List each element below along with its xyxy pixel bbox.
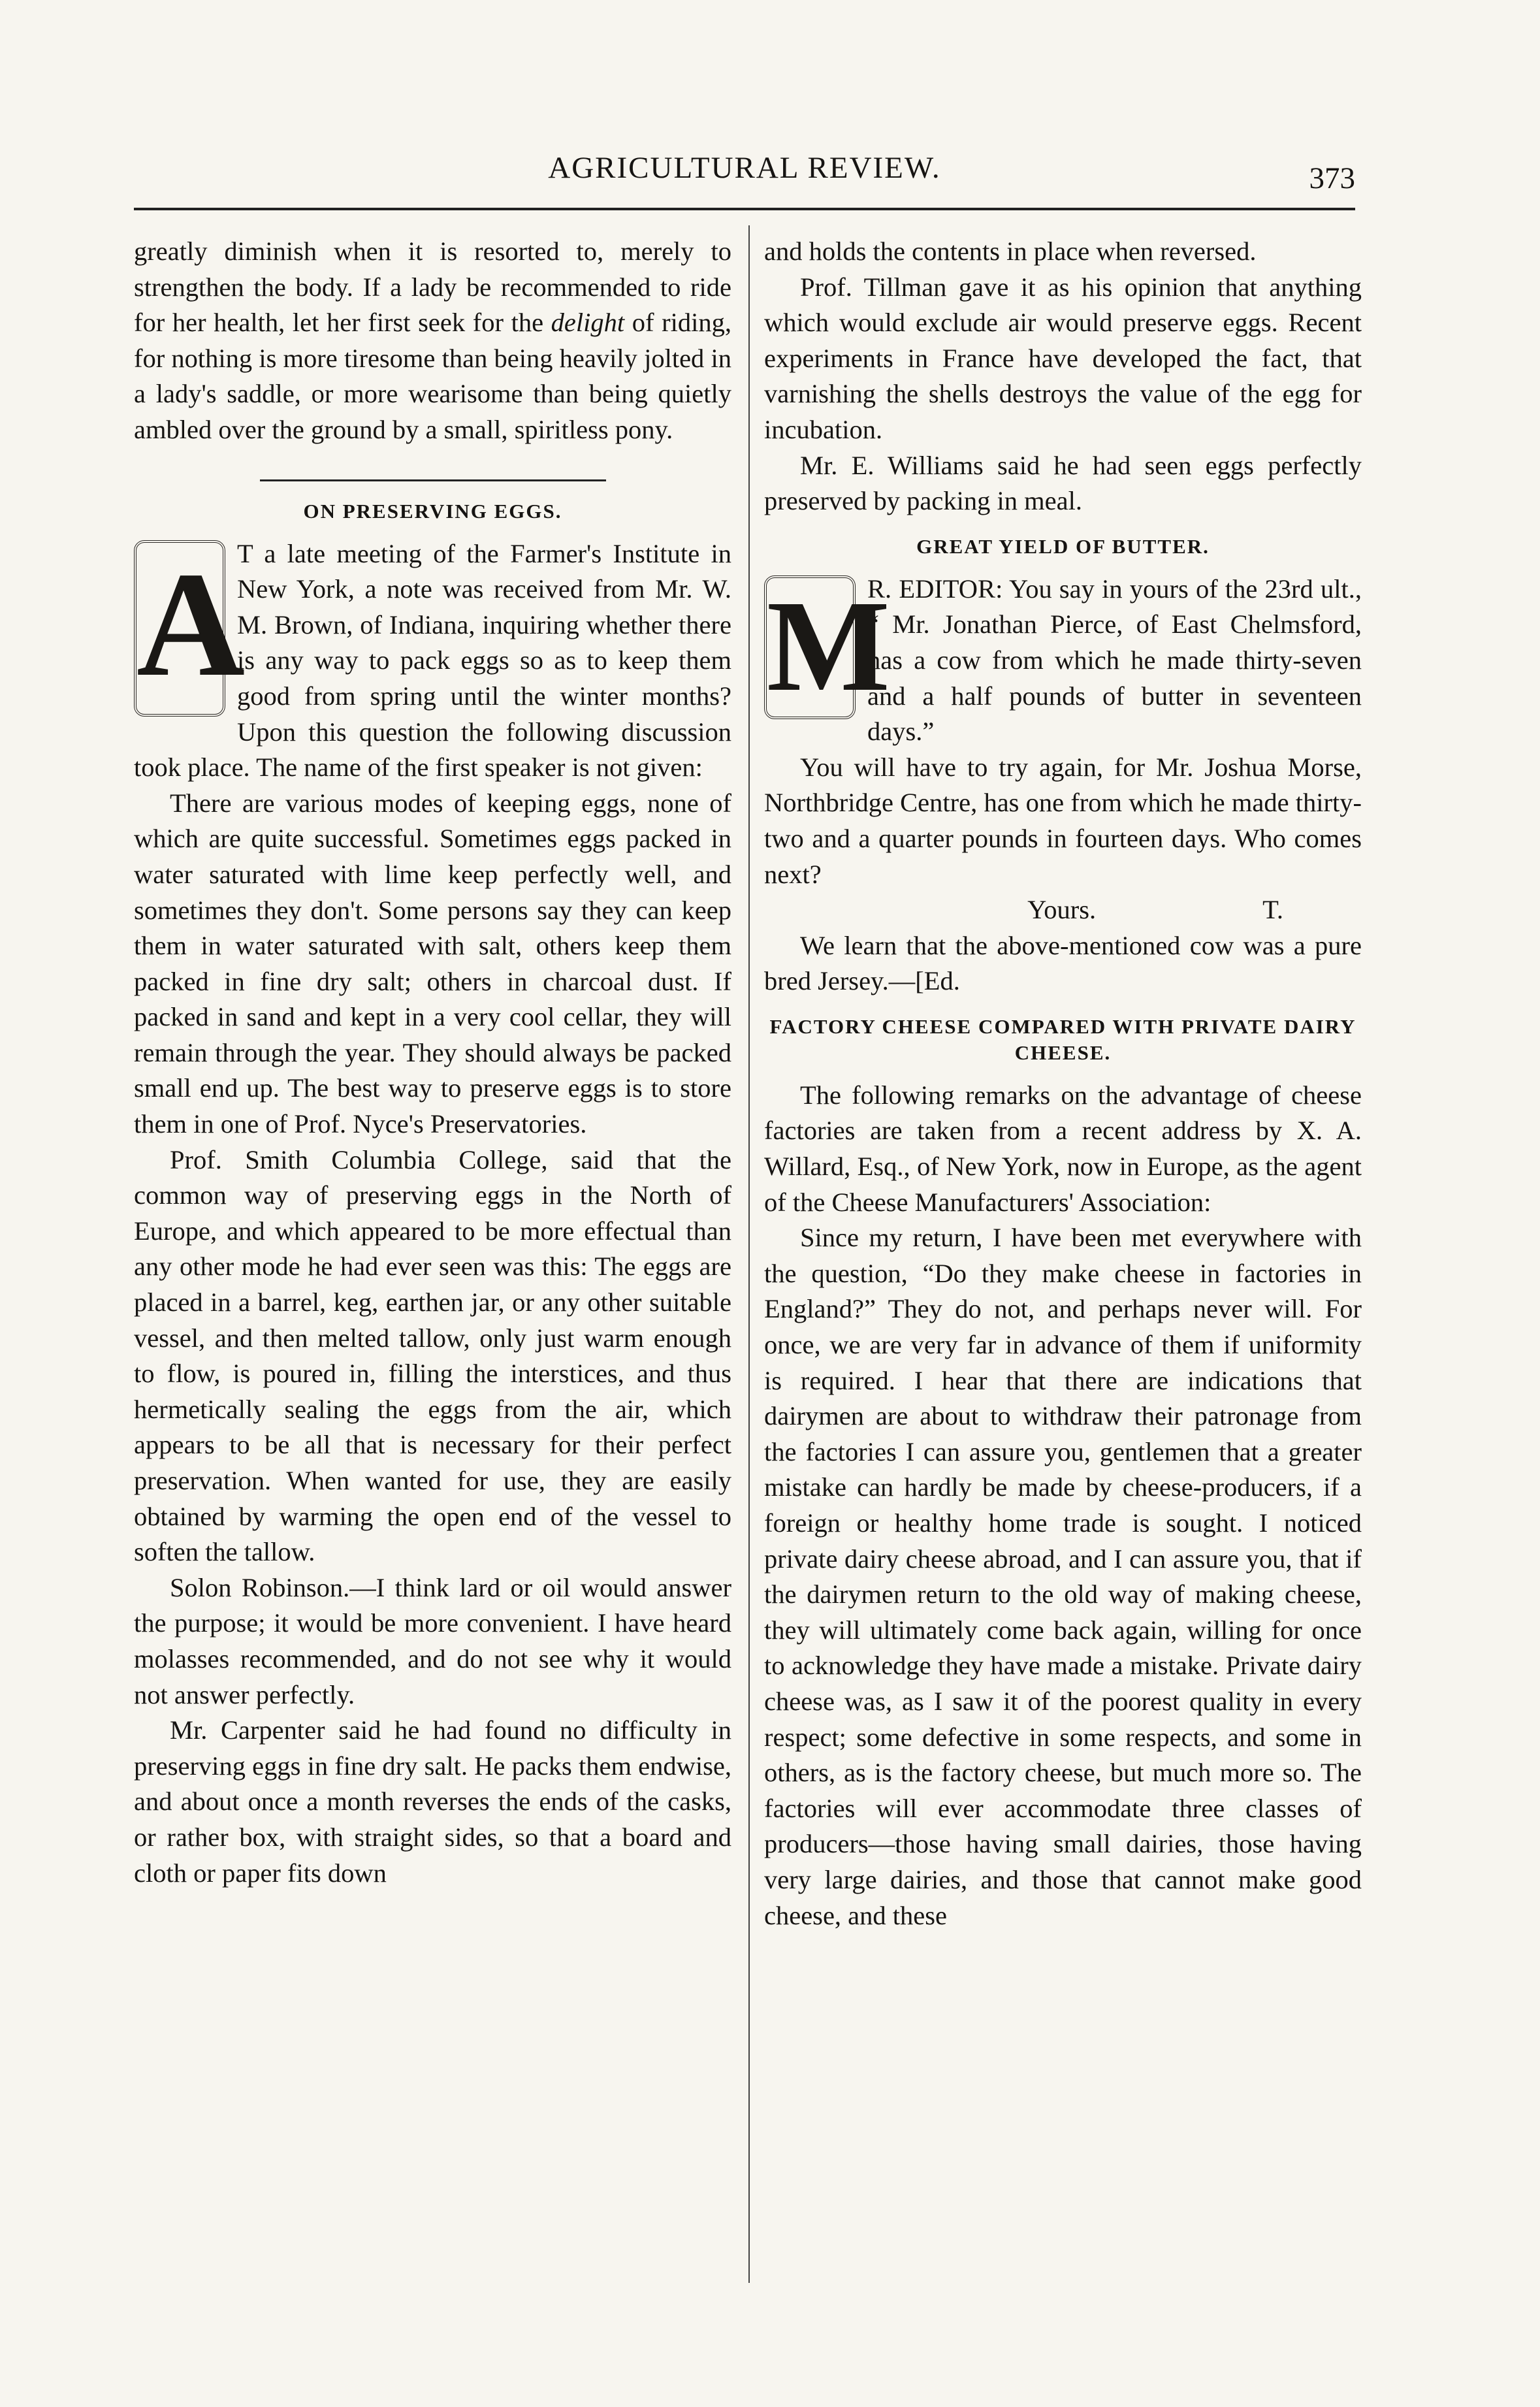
signature-initial: T. <box>1262 895 1283 925</box>
left-column <box>134 234 731 1891</box>
butter-paragraph-2: You will have to try again, for Mr. Joshua Morse, Northbridge Centre, has one from which he made thirty-two and a quarter pounds in fourteen days. Who comes next? <box>764 752 1362 889</box>
butter-paragraph-3: We learn that the above-mentioned cow was a pure bred Jersey.—[Ed. <box>764 930 1362 996</box>
signature-yours: Yours. <box>1027 895 1097 925</box>
page-header <box>134 137 1355 196</box>
dropcap-m: M <box>764 575 856 719</box>
article-title-eggs: ON PRESERVING EGGS. <box>303 499 562 523</box>
eggs-continued-3: Mr. E. Williams said he had seen eggs perfectly preserved by packing in meal. <box>764 450 1362 516</box>
continued-text-end: of riding, for nothing is more tiresome than being heavily jolted in a lady's saddle, or more wearisome than being quietly ambled over the ground by a small, spiritless pony. <box>134 308 731 444</box>
butter-paragraph-1: R. EDITOR: You say in yours of the 23rd ult., “ Mr. Jonathan Pierce, of East Chelmsford, has a cow from which he made thirty-seven and a half pounds of butter in seventeen days.” <box>867 573 1362 747</box>
column-divider <box>748 225 750 2283</box>
cheese-paragraph-1: The following remarks on the advantage of cheese factories are taken from a recent address by X. A. Willard, Esq., of New York, now in Europe, as the agent of the Cheese Manufacturers' Association: <box>764 1080 1362 1217</box>
eggs-continued-2: Prof. Tillman gave it as his opinion that anything which would exclude air would preserve eggs. Recent experiments in France have developed the fact, that varnishing the shells destroys the value of the egg for incubation. <box>764 272 1362 444</box>
signature-line <box>764 892 1362 928</box>
article-title-butter: GREAT YIELD OF BUTTER. <box>916 534 1210 558</box>
header-rule <box>134 208 1355 210</box>
running-title: AGRICULTURAL REVIEW. <box>548 151 941 185</box>
eggs-paragraph-2: There are various modes of keeping eggs, none of which are quite successful. Sometimes eggs packed in water saturated with lime keep perfectly well, and sometimes they don't. Some persons say they can keep them in water saturated with salt, others keep them packed in fine dry salt; others in charcoal dust. If packed in sand and kept in a very cool cellar, they will remain through the year. They should always be packed small end up. The best way to preserve eggs is to store them in one of Prof. Nyce's Preservatories. <box>134 788 731 1139</box>
cheese-paragraph-2: Since my return, I have been met everywhere with the question, “Do they make cheese in factories in England?” They do not, and perhaps never will. For once, we are very far in advance of them if uniformity is required. I hear that there are indications that dairymen are about to withdraw their patronage from the factories I can assure you, gentlemen that a greater mistake can hardly be made by cheese-producers, if a foreign or healthy home trade is sought. I noticed private dairy cheese abroad, and I can assure you, that if the dairymen return to the old way of making cheese, they will ultimately come back again, willing for once to acknowledge they have made a mistake. Private dairy cheese was, as I saw it of the poorest quality in every respect; some defective in some respects, and some in others, as is the factory cheese, but much more so. The factories will ever accommodate three classes of producers—those having small dairies, those having very large dairies, and those that cannot make good cheese, and these <box>764 1223 1362 1930</box>
italic-word: delight <box>551 308 625 338</box>
continued-paragraph <box>134 234 731 448</box>
eggs-paragraph-3: Prof. Smith Columbia College, said that the common way of preserving eggs in the North of Europe, and which appeared to be more effectual than any other mode he had ever seen was this: The eggs are placed in a barrel, keg, earthen jar, or any other suitable vessel, and then melted tallow, only just warm enough to flow, is poured in, filling the interstices, and thus hermetically sealing the eggs from the air, which appears to be all that is necessary for their perfect preservation. When wanted for use, they are easily obtained by warming the open end of the vessel to soften the tallow. <box>134 1144 731 1567</box>
continued-text: greatly diminish when it is resorted to, merely to strengthen the body. If a lady be recommended to ride for her health, let her first seek for the <box>134 236 731 338</box>
right-column <box>764 234 1362 1933</box>
eggs-opening <box>134 536 731 786</box>
eggs-paragraph-1: T a late meeting of the Farmer's Institute in New York, a note was received from Mr. W. M. Brown, of Indiana, inquiring whether there is any way to pack eggs so as to keep them good from spring until the winter months? Upon this question the following discussion took place. The name of the first speaker is not given: <box>134 538 731 783</box>
dropcap-a: A <box>134 540 225 717</box>
butter-opening <box>764 572 1362 750</box>
eggs-paragraph-5: Mr. Carpenter said he had found no difficulty in preserving eggs in fine dry salt. He packs them endwise, and about once a month reverses the ends of the casks, or rather box, with straight sides, so that a board and cloth or paper fits down <box>134 1715 731 1888</box>
article-title-cheese: FACTORY CHEESE COMPARED WITH PRIVATE DAIRY CHEESE. <box>769 1014 1356 1064</box>
section-rule <box>260 479 606 481</box>
page-number: 373 <box>1309 161 1355 195</box>
eggs-continued-1: and holds the contents in place when reversed. <box>764 236 1257 266</box>
eggs-paragraph-4: Solon Robinson.—I think lard or oil would answer the purpose; it would be more convenient. I have heard molasses recommended, and do not see why it would not answer perfectly. <box>134 1572 731 1709</box>
